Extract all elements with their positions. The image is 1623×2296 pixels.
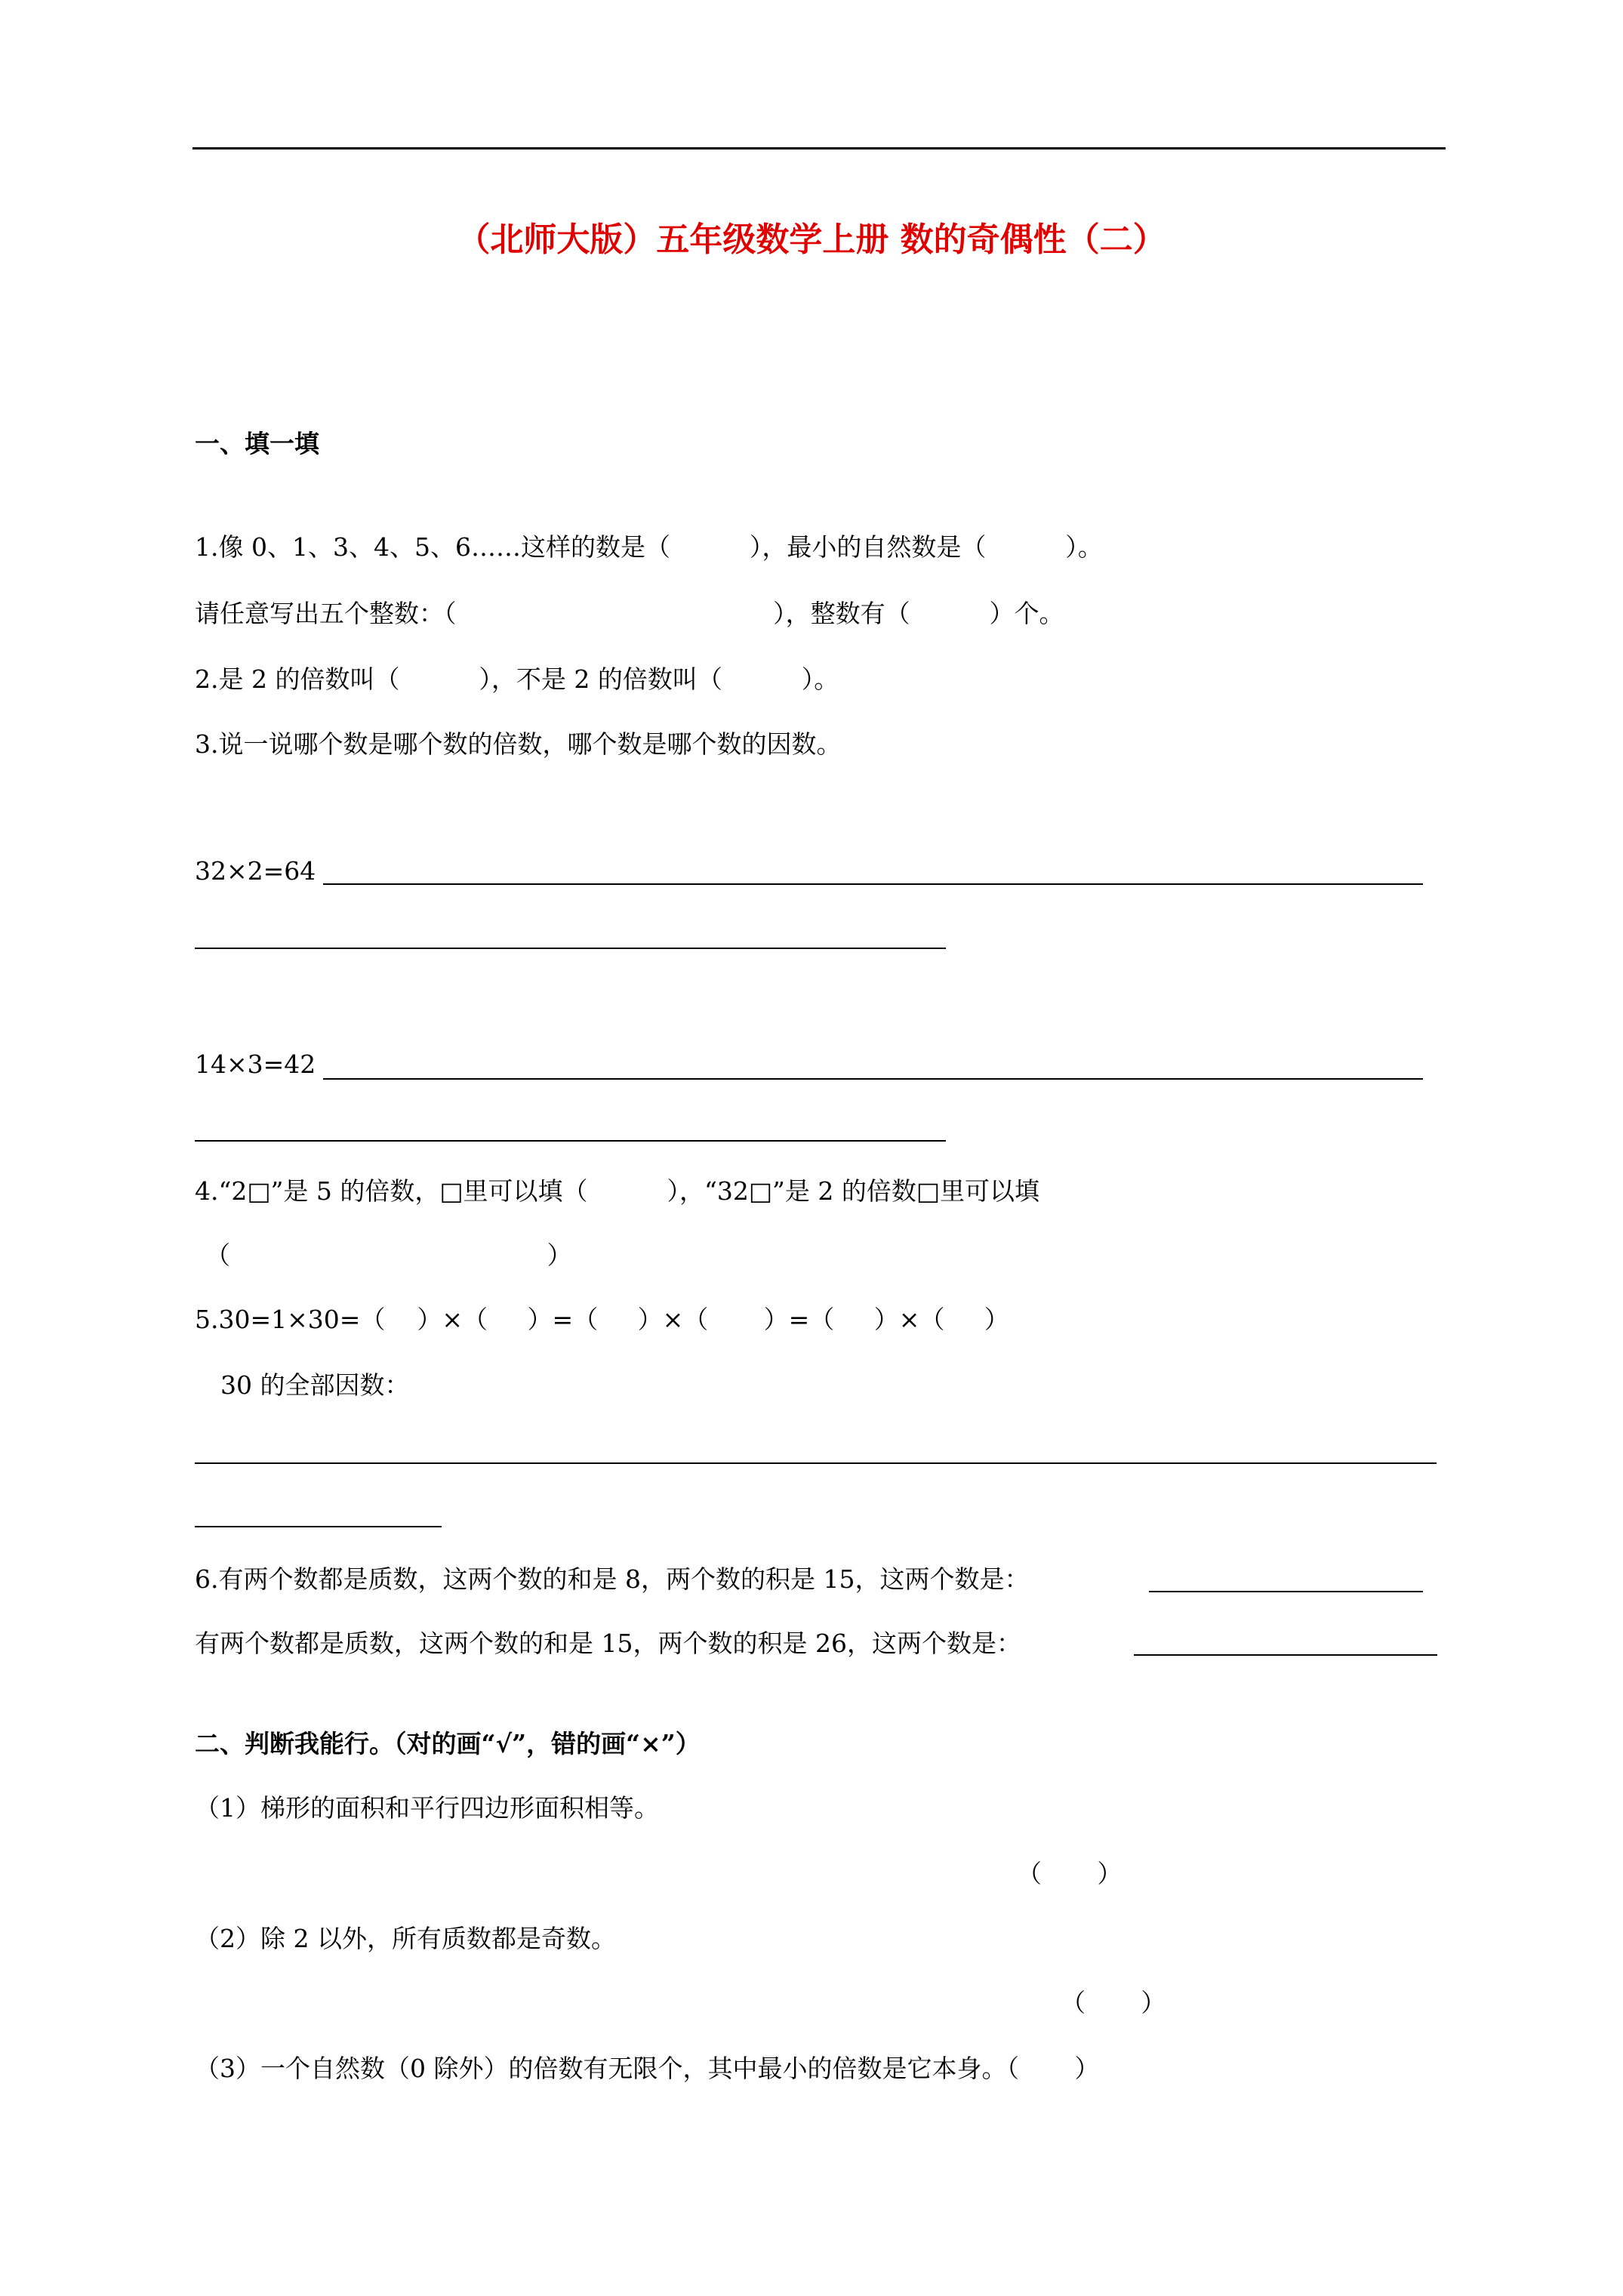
question-1-line-2: 请任意写出五个整数：（ ），整数有（ ）个。: [195, 599, 1064, 628]
question-6-line-1: 6.有两个数都是质数，这两个数的和是 8，两个数的积是 15，这两个数是：: [195, 1564, 1030, 1594]
section1-heading: 一、填一填: [195, 429, 319, 458]
answer-line: [1149, 1591, 1423, 1592]
section2-heading: 二、判断我能行。（对的画“√”，错的画“×”）: [195, 1729, 701, 1758]
question-5-line-2: 30 的全部因数：: [220, 1370, 410, 1400]
question-1-line-1: 1.像 0、1、3、4、5、6……这样的数是（ ），最小的自然数是（ ）。: [195, 532, 1103, 562]
question-2: 2.是 2 的倍数叫（ ），不是 2 的倍数叫（ ）。: [195, 664, 839, 694]
question-5-line-1: 5.30=1×30=（ ）×（ ）=（ ）×（ ）=（ ）×（ ）: [195, 1305, 1009, 1334]
judge-item-2: （2）除 2 以外，所有质数都是奇数。: [195, 1924, 616, 1953]
top-rule: [192, 147, 1446, 149]
judge-item-3: （3）一个自然数（0 除外）的倍数有无限个，其中最小的倍数是它本身。（ ）: [195, 2054, 1100, 2083]
equation-1: 32×2=64: [195, 856, 316, 886]
question-4-line-2: （ ）: [205, 1240, 572, 1270]
answer-line: [323, 883, 1423, 885]
answer-line: [323, 1078, 1423, 1080]
question-4-line-1: 4.“2□”是 5 的倍数，□里可以填（ ），“32□”是 2 的倍数□里可以填: [195, 1176, 1040, 1206]
judge-item-1-answer: （ ）: [1017, 1859, 1123, 1888]
page-title: （北师大版）五年级数学上册 数的奇偶性（二）: [457, 220, 1166, 259]
answer-line: [195, 1526, 442, 1527]
question-6-line-2: 有两个数都是质数，这两个数的和是 15，两个数的积是 26，这两个数是：: [195, 1629, 1021, 1658]
judge-item-2-answer: （ ）: [1061, 1988, 1166, 2017]
equation-2: 14×3=42: [195, 1049, 316, 1079]
answer-line: [1134, 1654, 1437, 1656]
answer-line: [195, 1462, 1437, 1464]
answer-line: [195, 1140, 946, 1142]
judge-item-1: （1）梯形的面积和平行四边形面积相等。: [195, 1793, 659, 1823]
answer-line: [195, 948, 946, 949]
question-3: 3.说一说哪个数是哪个数的倍数，哪个数是哪个数的因数。: [195, 729, 842, 759]
